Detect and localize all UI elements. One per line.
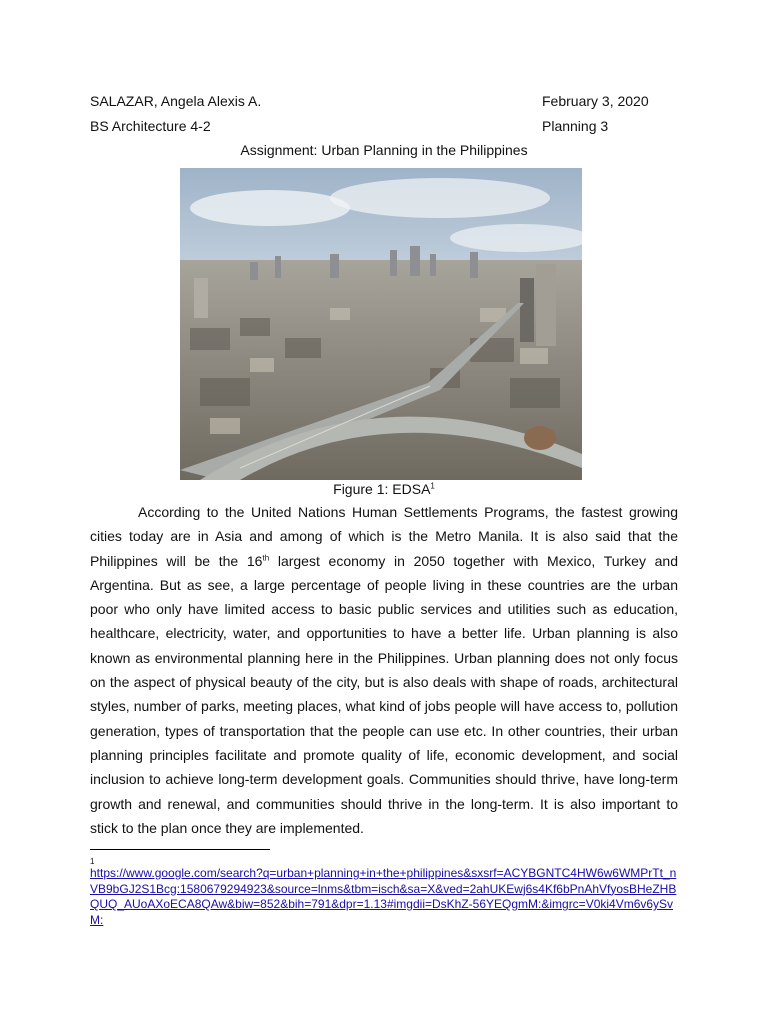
- figure-footnote-marker: 1: [430, 481, 435, 491]
- subject-name: Planning 3: [542, 118, 609, 134]
- figure-caption: [0, 481, 768, 497]
- figure-caption-text: Figure 1: EDSA: [333, 481, 431, 497]
- author-name: SALAZAR, Angela Alexis A.: [90, 93, 262, 109]
- ordinal-suffix: th: [262, 552, 270, 562]
- edsa-photo: [180, 168, 582, 480]
- course-section: BS Architecture 4-2: [90, 118, 211, 134]
- assignment-title: Assignment: Urban Planning in the Philippines: [240, 142, 528, 158]
- footnote-number: 1: [90, 857, 95, 866]
- document-date: February 3, 2020: [542, 93, 649, 109]
- body-paragraph: [90, 500, 678, 840]
- body-text-part1: According to the United Nations Human Settlements Programs, the fastest growing cities today are in Asia and among of which is the Metro Manila. It is also said that the Philippines will be the 16: [90, 504, 678, 569]
- footnote-source-link[interactable]: https://www.google.com/search?q=urban+planning+in+the+philippines&sxsrf=ACYBGNTC4HW6w6WMPrTt_nVB9bGJ2S1Bcg:1580679294923&source=lnms&tbm=isch&sa=X&ved=2ahUKEwj6s4Kf6bPnAhVfyosBHeZHBQUQ_AUoAXoECA8QAw&biw=852&bih=791&dpr=1.13#imgdii=DsKhZ-56YEQgmM:&imgrc=V0ki4Vm6v6ySvM:: [90, 866, 677, 927]
- body-text-part2: largest economy in 2050 together with Mexico, Turkey and Argentina. But as see, a large percentage of people living in these countries are the urban poor who only have limited access to basic public services and utilities such as education, healthcare, electricity, water, and opportunities to have a better life. Urban planning is also known as environmental planning here in the Philippines. Urban planning does not only focus on the aspect of physical beauty of the city, but is also deals with shape of roads, architectural styles, number of parks, meeting places, what kind of jobs people will have access to, pollution generation, types of transportation that the people can use etc. In other countries, their urban planning principles facilitate and promote quality of life, economic development, and social inclusion to achieve long-term development goals. Communities should thrive, have long-term growth and renewal, and communities should thrive in the long-term. It is also important to stick to the plan once they are implemented.: [90, 552, 679, 836]
- edsa-photo-graphic: [180, 168, 582, 480]
- footnote-separator: [90, 849, 270, 850]
